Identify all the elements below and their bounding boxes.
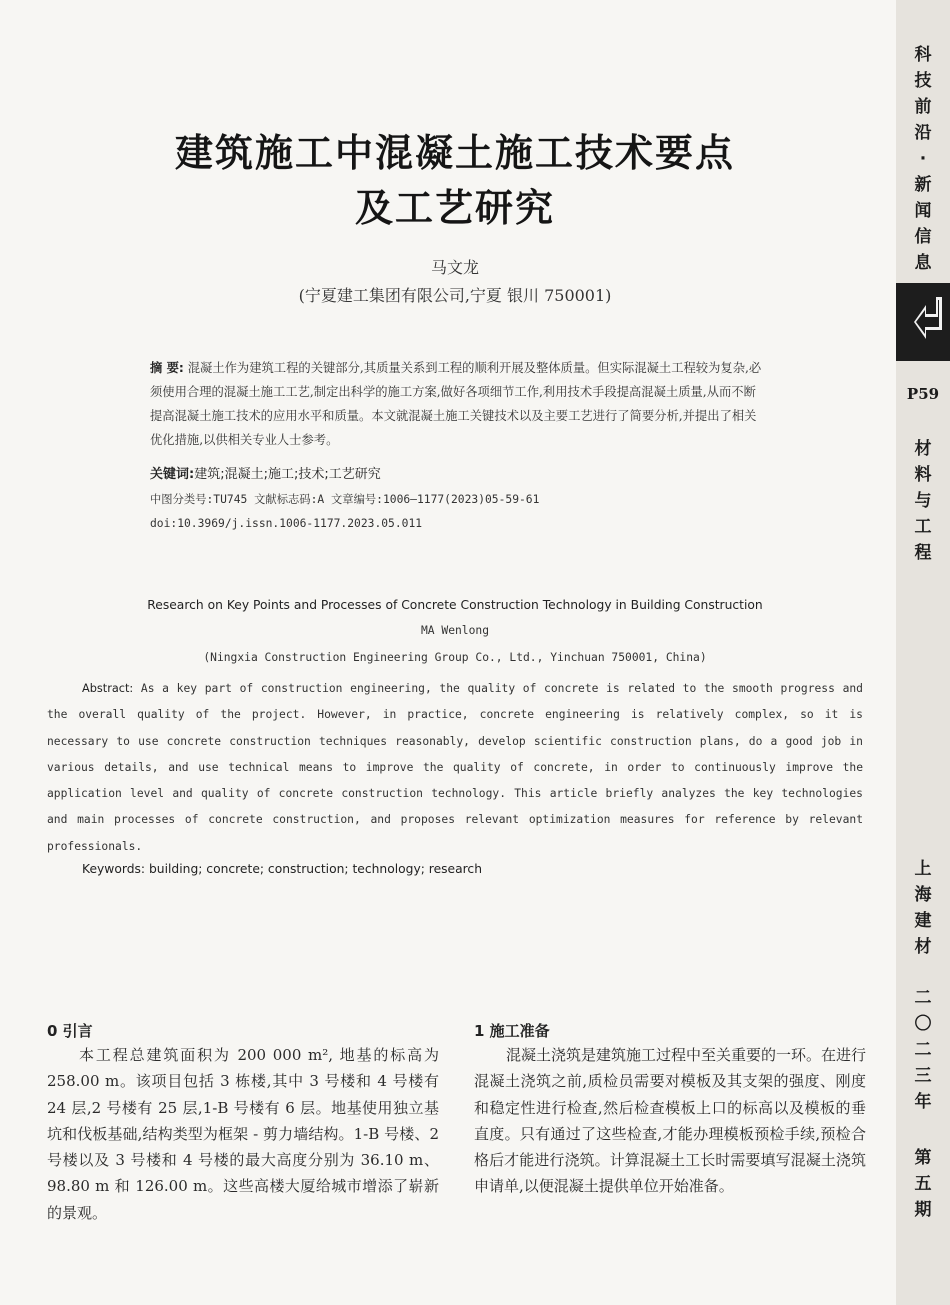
sidebar-char: 技 — [914, 71, 932, 91]
english-keywords-label: Keywords: — [82, 862, 146, 876]
classification-line: 中图分类号:TU745 文献标志码:A 文章编号:1006—1177(2023)05-59-61 — [150, 493, 540, 506]
sidebar-char: 材 — [914, 439, 932, 459]
doi-line: doi:10.3969/j.issn.1006-1177.2023.05.011 — [150, 517, 423, 530]
sidebar-char: 建 — [914, 911, 932, 931]
english-abstract-label: Abstract: — [82, 682, 134, 695]
section-1-heading: 1 施工准备 — [474, 1022, 550, 1040]
sidebar-char: 二 — [914, 1040, 932, 1060]
english-abstract — [47, 676, 863, 860]
sidebar-char: 上 — [914, 859, 932, 879]
english-abstract-text: As a key part of construction engineering, the quality of concrete is related to the smooth progress and the overall quality of the project. However, in practice, concrete engineering is relatively complex, so it is necessary to use concrete construction techniques reasonably, develop scientific construction plans, do a good job in various details, and use technical means to improve the quality of concrete, in order to continuously improve the application level and quality of concrete construction technology. This article briefly analyzes the key technologies and main processes of concrete construction, and proposes relevant optimization measures for reference by relevant professionals. — [47, 682, 863, 853]
sidebar-char: 年 — [914, 1092, 932, 1112]
sidebar-issue — [896, 1145, 950, 1223]
sidebar-section-label — [896, 436, 950, 566]
sidebar-char: 沿 — [914, 123, 932, 143]
article-title-line-1: 建筑施工中混凝土施工技术要点 — [174, 131, 735, 175]
section-0-text: 本工程总建筑面积为 200 000 m², 地基的标高为 258.00 m。该项目包括 3 栋楼,其中 3 号楼和 4 号楼有 24 层,2 号楼有 25 层,1-B 号楼有 6 层。地基使用独立基坑和伐板基础,结构类型为框架 - 剪力墙结构。1-B 号楼、2 号楼以及 3 号楼和 4 号楼的最大高度分别为 36.10 m、98.80 m 和 126.00 m。这些高楼大厦给城市增添了崭新的景观。 — [47, 1046, 439, 1222]
section-0-heading: 0 引言 — [47, 1022, 93, 1040]
sidebar-char: 第 — [914, 1148, 932, 1168]
sidebar-char: 息 — [914, 253, 932, 273]
sidebar-char: 材 — [914, 937, 932, 957]
sidebar-char: · — [919, 149, 927, 169]
author-affiliation: (宁夏建工集团有限公司,宁夏 银川 750001) — [298, 286, 612, 305]
sidebar-year — [896, 985, 950, 1115]
english-author: MA Wenlong — [420, 624, 489, 637]
sidebar-journal-name — [896, 856, 950, 960]
article-title-line-2: 及工艺研究 — [354, 186, 555, 230]
chinese-keywords — [150, 463, 381, 482]
sidebar-char: 闻 — [914, 201, 932, 221]
keywords-label: 关键词: — [150, 467, 195, 482]
sidebar-char: 前 — [914, 97, 932, 117]
sidebar-char: 程 — [914, 543, 932, 563]
sidebar-char: 与 — [914, 491, 932, 511]
sidebar-char: 〇 — [914, 1014, 932, 1034]
abstract-label: 摘 要: — [150, 361, 184, 375]
english-affiliation: (Ningxia Construction Engineering Group Co., Ltd., Yinchuan 750001, China) — [203, 651, 707, 664]
page-number: P59 — [906, 385, 940, 403]
section-1-text: 混凝土浇筑是建筑施工过程中至关重要的一环。在进行混凝土浇筑之前,质检员需要对模板及其支架的强度、刚度和稳定性进行检查,然后检查模板上口的标高以及模板的垂直度。只有通过了这些检查,才能办理模板预检手续,预检合格后才能进行浇筑。计算混凝土工长时需要填写混凝土浇筑申请单,以便混凝土提供单位开始准备。 — [474, 1046, 867, 1196]
sidebar-char: 科 — [914, 45, 932, 65]
sidebar-char: 工 — [914, 517, 932, 537]
english-keywords-text: building; concrete; construction; technology; research — [149, 862, 482, 876]
sidebar-char: 期 — [914, 1200, 932, 1220]
keywords-text: 建筑;混凝土;施工;技术;工艺研究 — [194, 467, 381, 482]
sidebar-char: 五 — [914, 1174, 932, 1194]
chinese-abstract — [150, 356, 765, 452]
sidebar-char: 信 — [914, 227, 932, 247]
english-title: Research on Key Points and Processes of Concrete Construction Technology in Building Construction — [147, 598, 763, 612]
sidebar-char: 海 — [914, 885, 932, 905]
sidebar-char: 新 — [914, 175, 932, 195]
sidebar-char: 料 — [914, 465, 932, 485]
english-keywords — [82, 862, 482, 876]
sidebar-char: 三 — [914, 1066, 932, 1086]
abstract-text: 混凝土作为建筑工程的关键部分,其质量关系到工程的顺利开展及整体质量。但实际混凝土工程较为复杂,必须使用合理的混凝土施工工艺,制定出科学的施工方案,做好各项细节工作,利用技术手段提高混凝土质量,从而不断提高混凝土施工技术的应用水平和质量。本文就混凝土施工关键技术以及主要工艺进行了简要分析,并提出了相关优化措施,以供相关专业人士参考。 — [150, 361, 762, 447]
author-name: 马文龙 — [430, 258, 479, 277]
sidebar-char: 二 — [914, 988, 932, 1008]
